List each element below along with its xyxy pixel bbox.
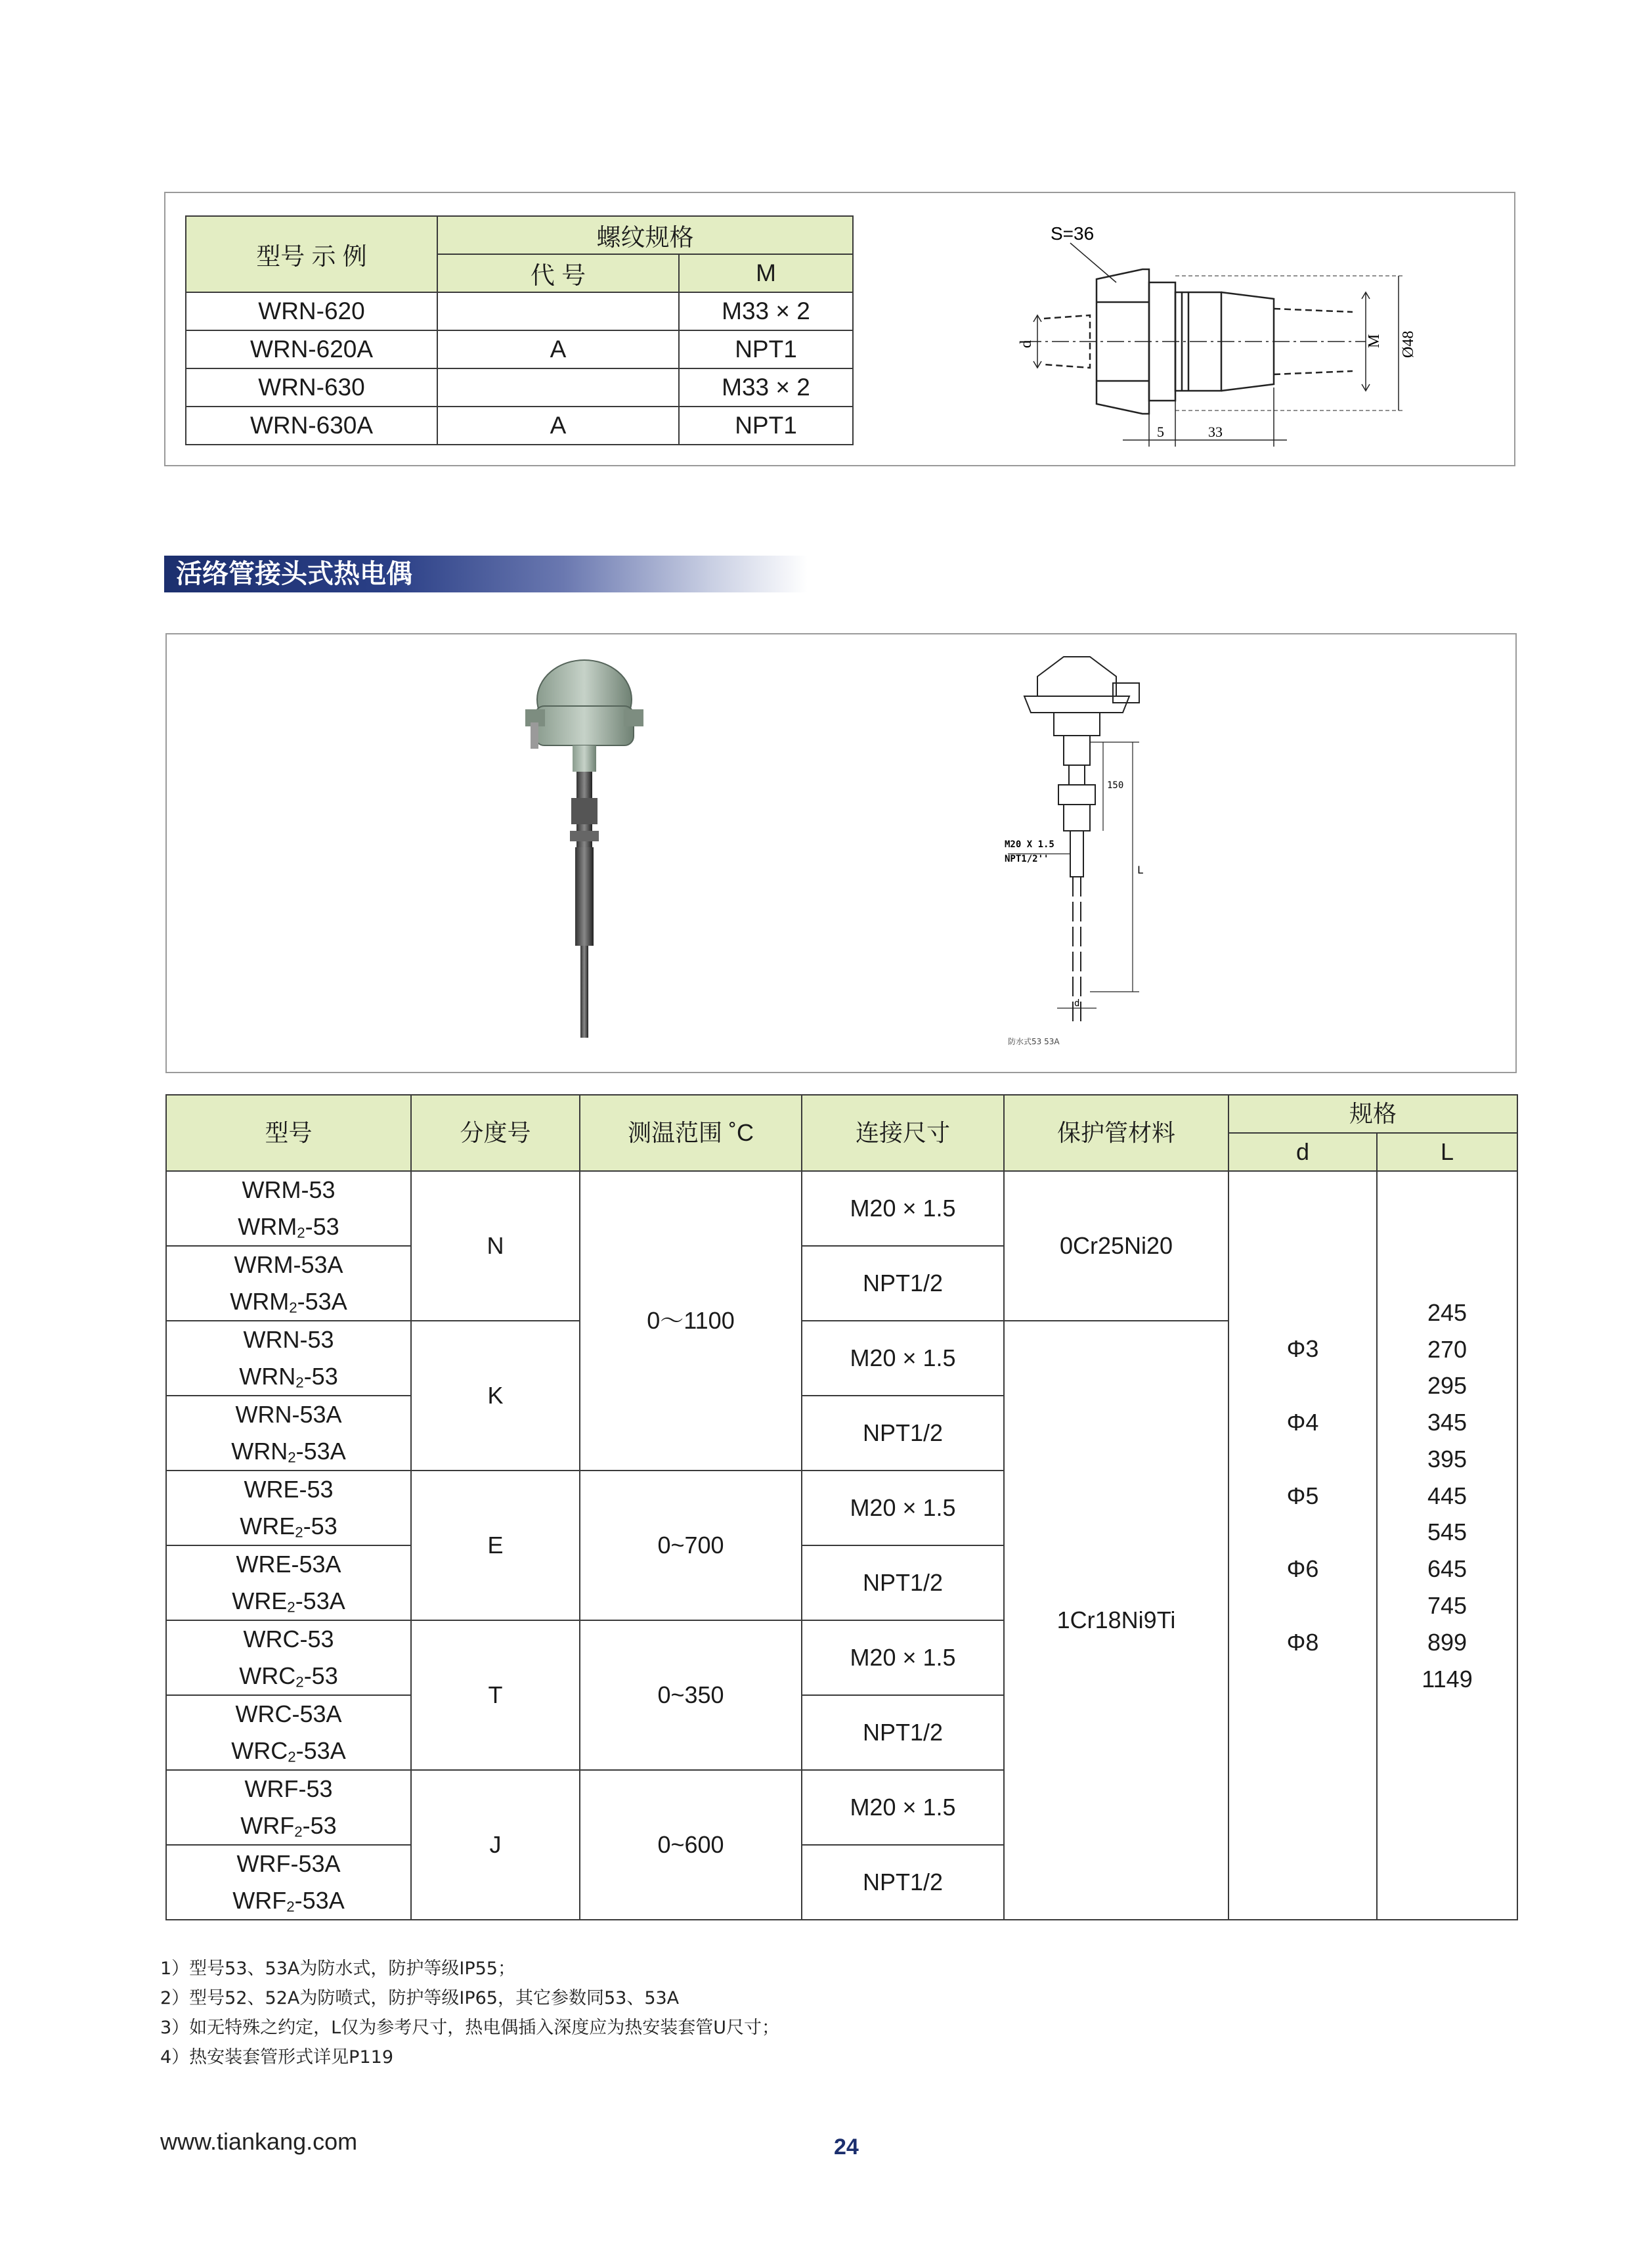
graduation-cell: E [411,1471,580,1620]
s-label: S=36 [1051,223,1095,244]
model-name-alt: $WRN_2-53A$ [231,1437,346,1466]
l-value: 745 [1427,1592,1467,1620]
thread-label-npt: NPT1/2'' [1005,854,1049,864]
d-value: Φ4 [1286,1408,1319,1436]
range-cell: 0～1100 [580,1171,802,1471]
drawing-caption: 防水式53 53A [1008,1037,1060,1046]
connection-cell: NPT1/2 [802,1695,1004,1770]
model-cell [166,1770,411,1845]
website-link[interactable]: www.tiankang.com [160,2128,358,2155]
model-name: WRF-53 [244,1775,333,1802]
code-cell [437,292,679,330]
note-4: 4）热安装套管形式详见P119 [160,2047,393,2068]
header-l: L [1377,1133,1517,1171]
model-cell [166,1695,411,1770]
header-m: M [679,254,853,292]
d-value: Φ8 [1286,1629,1319,1656]
m-label: M [1366,334,1383,348]
material-cell: 0Cr25Ni20 [1004,1171,1228,1321]
header-connection: 连接尺寸 [802,1095,1004,1171]
material-cell: 1Cr18Ni9Ti [1004,1321,1228,1920]
model-name: WRC-53 [243,1625,334,1652]
l-values-cell [1377,1171,1517,1920]
connection-cell: M20 × 1.5 [802,1620,1004,1695]
model-name: WRF-53A [236,1849,341,1877]
model-name-alt: $WRF_2-53A$ [232,1886,345,1915]
model-cell: WRN-630A [186,407,437,445]
header-thread-spec: 螺纹规格 [437,216,853,254]
model-cell [166,1845,411,1920]
connection-cell: M20 × 1.5 [802,1321,1004,1396]
connection-cell: NPT1/2 [802,1246,1004,1321]
connection-cell: M20 × 1.5 [802,1770,1004,1845]
header-range: 测温范围 ˚C [580,1095,802,1171]
diameter-label: Ø48 [1400,330,1417,358]
model-name-alt: $WRM_2-53$ [238,1212,339,1241]
connection-cell: M20 × 1.5 [802,1171,1004,1246]
model-name: WRM-53 [242,1176,336,1203]
note-2: 2）型号52、52A为防喷式，防护等级IP65，其它参数同53、53A [160,1988,680,2008]
l-value: 395 [1427,1445,1467,1472]
header-code: 代 号 [437,254,679,292]
table-row [186,292,853,330]
range-cell: 0~700 [580,1471,802,1620]
model-cell [166,1620,411,1695]
connection-cell: M20 × 1.5 [802,1471,1004,1545]
model-name-alt: $WRN_2-53$ [239,1362,338,1391]
diameter-label: d [1074,998,1080,1009]
l-value: 899 [1427,1628,1467,1656]
model-cell: WRN-630 [186,368,437,407]
table-row [186,407,853,445]
model-name: WRN-53 [243,1325,334,1353]
l-value: 245 [1427,1298,1467,1326]
d-label: d [1018,340,1035,348]
range-cell: 0~600 [580,1770,802,1920]
page-number: 24 [834,2135,859,2159]
header-model: 型号 [166,1095,411,1171]
model-name-alt: $WRE_2-53A$ [232,1587,345,1616]
model-name-alt: $WRE_2-53$ [240,1512,337,1541]
model-name-alt: $WRC_2-53A$ [231,1737,346,1765]
model-name: WRE-53A [236,1550,341,1578]
m-cell: NPT1 [679,407,853,445]
range-cell: 0~350 [580,1620,802,1770]
model-name: WRN-53A [235,1400,342,1428]
model-cell [166,1246,411,1321]
graduation-cell: J [411,1770,580,1920]
header-model-example: 型号 示 例 [186,216,437,292]
model-cell [166,1545,411,1620]
section-title: 活络管接头式热电偶 [176,559,412,589]
l-value: 1149 [1422,1665,1473,1693]
d-value: Φ3 [1286,1335,1319,1363]
note-3: 3）如无特殊之约定，L仅为参考尺寸，热电偶插入深度应为热安装套管U尺寸； [160,2018,779,2038]
thermocouple-photo [499,650,670,1057]
graduation-cell: K [411,1321,580,1471]
header-d: d [1228,1133,1377,1171]
thermocouple-tech-drawing [998,650,1169,1064]
d-value: Φ5 [1286,1482,1319,1509]
note-1: 1）型号53、53A为防水式，防护等级IP55； [160,1959,515,1979]
header-spec: 规格 [1228,1095,1517,1133]
l-value: 295 [1427,1372,1467,1400]
d-values-cell [1228,1171,1377,1920]
l-value: 270 [1427,1335,1467,1363]
code-cell: A [437,330,679,368]
l-value: 345 [1427,1409,1467,1436]
connection-cell: NPT1/2 [802,1545,1004,1620]
d-value: Φ6 [1286,1555,1319,1583]
header-material: 保护管材料 [1004,1095,1228,1171]
product-image-panel [165,633,1517,1073]
model-name-alt: $WRM_2-53A$ [230,1287,347,1316]
code-cell: A [437,407,679,445]
table-row [186,330,853,368]
model-name: WRM-53A [234,1251,343,1278]
connection-cell: NPT1/2 [802,1396,1004,1471]
l-value: 645 [1427,1555,1467,1583]
length-label: L [1137,864,1144,876]
model-cell [166,1171,411,1246]
m-cell: NPT1 [679,330,853,368]
m-cell: M33 × 2 [679,292,853,330]
l-value: 445 [1427,1482,1467,1509]
connection-cell: NPT1/2 [802,1845,1004,1920]
fitting-dimension-drawing [1011,217,1431,460]
dim-150-label: 150 [1107,780,1124,791]
model-cell [166,1321,411,1396]
thread-label-m20: M20 X 1.5 [1005,839,1054,850]
dim-33-label: 33 [1208,424,1223,440]
thread-spec-table [185,215,854,445]
model-name-alt: $WRF_2-53$ [240,1811,337,1840]
model-name: WRC-53A [235,1700,342,1727]
dim-5-label: 5 [1157,424,1164,440]
graduation-cell: T [411,1620,580,1770]
table-row [166,1171,1517,1246]
table-row [186,368,853,407]
model-name-alt: $WRC_2-53$ [239,1662,338,1691]
spec-table [165,1094,1518,1920]
m-cell: M33 × 2 [679,368,853,407]
header-graduation: 分度号 [411,1095,580,1171]
code-cell [437,368,679,407]
l-value: 545 [1427,1518,1467,1546]
model-cell: WRN-620 [186,292,437,330]
model-cell: WRN-620A [186,330,437,368]
model-name: WRE-53 [244,1475,334,1503]
graduation-cell: N [411,1171,580,1321]
model-cell [166,1396,411,1471]
model-cell [166,1471,411,1545]
